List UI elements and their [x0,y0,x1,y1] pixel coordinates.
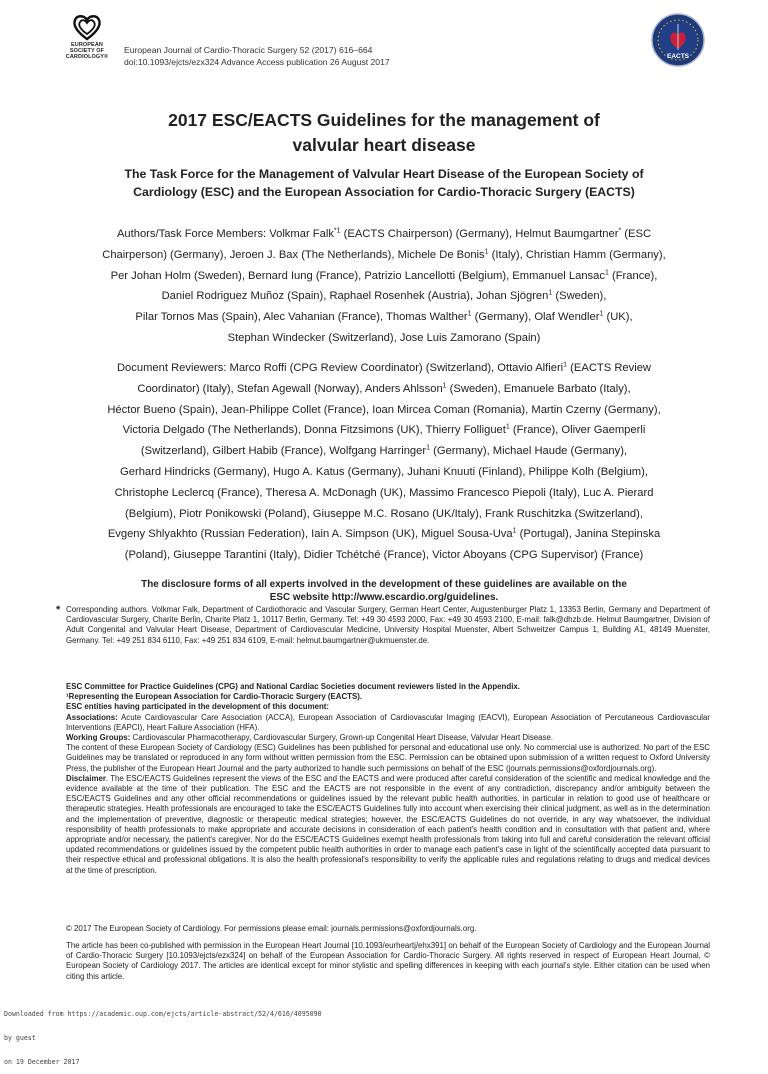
author-list [70,224,698,349]
download-stamp [4,994,322,1074]
corresponding-authors-note [56,604,710,646]
name-text: (Sweden), [552,290,607,303]
journal-doi: doi:10.1093/ejcts/ezx324 Advance Access publication 26 August 2017 [124,57,390,67]
esc-logo-line: EUROPEAN [71,42,103,48]
subtitle-line: The Task Force for the Management of Valvular Heart Disease of the European Society of [124,167,644,181]
reviewer-line [70,441,698,462]
name-text: (Italy), Christian Hamm (Germany), [488,248,666,261]
page-title [60,108,708,158]
reviewer-line [70,504,698,525]
reviewer-line [70,524,698,545]
name-text: Gerhard Hindricks (Germany), Hugo A. Katus (Germany), Juhani Knuuti (Finland), Philippe Kolh (Belgium), [120,465,648,478]
name-text: Victoria Delgado (The Netherlands), Donna Fitzsimons (UK), Thierry Folliguet [122,424,506,437]
author-line [70,307,698,328]
eacts-logo [650,12,706,68]
journal-info [124,44,390,68]
working-groups-label: Working Groups: [66,733,131,743]
name-text: Evgeny Shlyakhto (Russian Federation), Iain A. Simpson (UK), Miguel Sousa-Uva [107,528,513,541]
eacts-seal-icon [650,12,706,68]
author-line [70,245,698,266]
name-text: Héctor Bueno (Spain), Jean-Philippe Collet (France), Ioan Mircea Coman (Romania), Martin Czerny (Germany), [107,403,661,416]
copublication-note: The article has been co-published with permission in the European Heart Journal [10.1093/eurheartj/ehx391] on behalf of the European Society of Cardiology and the European Journal of Cardio-Thoracic Surgery [10.1093/ejcts/ezx324] on behalf of the European Association for Cardio-Thoracic Surgery. All rights reserved in respect of European Heart Journal, © European Society of Cardiology 2017. The articles are identical except for minor stylistic and spelling differences in keeping with each journal's style. Either citation can be used when citing this article. [66,941,710,981]
affiliation-marker: *1 [333,227,341,235]
name-text: Per Johan Holm (Sweden), Bernard Iung (France), Patrizio Lancellotti (Belgium), Emmanuel Lansac [110,269,605,282]
affiliation-marker: 1 [548,289,553,297]
copyright-notice: © 2017 The European Society of Cardiology. For permissions please email: journals.permissions@oxfordjournals.org. [66,924,477,933]
reviewer-line [70,462,698,483]
esc-logo-line: CARDIOLOGY® [65,54,109,60]
author-line [70,286,698,307]
associations-label: Associations: [66,712,118,722]
affiliation-marker: 1 [484,248,489,256]
disclaimer-label: Disclaimer [66,773,106,783]
name-text: (Belgium), Piotr Ponikowski (Poland), Giuseppe M.C. Rosano (UK/Italy), Frank Ruschitzka (Switzerland), [125,507,643,520]
affiliation-marker: 1 [563,361,568,369]
author-line [70,224,698,245]
affiliation-marker: 1 [442,382,447,390]
working-groups-text: Cardiovascular Pharmacotherapy, Cardiovascular Surgery, Grown-up Congenital Heart Disease, Valvular Heart Disease. [130,733,554,743]
disclaimer-text: . The ESC/EACTS Guidelines represent the views of the ESC and the EACTS and were produced after careful consideration of the scientific and medical knowledge and the evidence available at the time of their publication. The ESC and the EACTS are not responsible in the event of any contradiction, discrepancy and/or ambiguity between the ESC/EACTS Guidelines and any other official recommendations or guidelines issued by the relevant public health authorities, in particular in relation to good use of healthcare or therapeutic strategies. Health professionals are encouraged to take the ESC/EACTS Guidelines fully into account when exercising their clinical judgment, as well as in the determination and the implementation of preventive, diagnostic or therapeutic medical strategies; however, the ESC/EACTS Guidelines do not override, in any way whatsoever, the individual responsibility of health professionals to make appropriate and accurate decisions in consideration of each patient's health condition and in consultation with that patient and, where appropriate and/or necessary, the patient's caregiver. Nor do the ESC/EACTS Guidelines exempt health professionals from taking into full and careful consideration the relevant official updated recommendations or guidelines issued by the competent public health authorities in order to manage each patient's case in light of the scientifically accepted data pursuant to their respective ethical and professional obligations. It is also the health professional's responsibility to verify the applicable rules and regulations relating to drugs and medical devices at the time of prescription. [66,773,710,875]
affiliation-marker: 1 [599,310,604,318]
name-text: (EACTS Chairperson) (Germany), Helmut Baumgartner [340,228,619,240]
name-text: Coordinator) (Italy), Stefan Agewall (Norway), Anders Ahlsson [137,382,443,395]
download-stamp-line: on 19 December 2017 [4,1058,80,1066]
page-subtitle [80,165,688,201]
content-paragraph: The content of these European Society of Cardiology (ESC) Guidelines has been published for personal and educational use only. No commercial use is authorized. No part of the ESC Guidelines may be translated or reproduced in any form without written permission from the ESC. Permission can be obtained upon submission of a written request to Oxford University Press, the publisher of the European Heart Journal and the party authorized to handle such permissions on behalf of the ESC (journals.permissions@oxfordjournals.org). [66,743,710,773]
name-text: Chairperson) (Germany), Jeroen J. Bax (The Netherlands), Michele De Bonis [102,248,485,261]
affiliation-marker: 1 [467,310,472,318]
reviewer-line [70,358,698,379]
name-text: (Switzerland), Gilbert Habib (France), Wolfgang Harringer [140,445,427,458]
affiliation-marker: * [618,227,622,235]
name-text: Document Reviewers: Marco Roffi (CPG Review Coordinator) (Switzerland), Ottavio Alfieri [116,362,564,374]
affiliation-marker: 1 [505,423,510,431]
name-text: Authors/Task Force Members: Volkmar Falk [116,228,334,240]
name-text: Christophe Leclercq (France), Theresa A. McDonagh (UK), Massimo Francesco Piepoli (Italy), Luc A. Pierard [114,486,654,499]
eacts-representation-note: ¹Representing the European Association for Cardio-Thoracic Surgery (EACTS). [66,692,363,702]
name-text: (Germany), Michael Haude (Germany), [430,445,628,458]
reviewer-line [70,379,698,400]
esc-logo-text [62,42,112,60]
disclosure-line: ESC website http://www.escardio.org/guidelines. [269,592,499,603]
associations-paragraph [66,713,710,733]
name-text: (Portugal), Janina Stepinska [516,528,661,541]
reviewer-list [70,358,698,566]
name-text: Daniel Rodriguez Muñoz (Spain), Raphael Rosenhek (Austria), Johan Sjögren [161,290,549,303]
footnote-marker: * [56,604,61,616]
subtitle-line: Cardiology (ESC) and the European Association for Cardio-Thoracic Surgery (EACTS) [133,185,635,199]
reviewer-line [70,420,698,441]
download-stamp-line: by guest [4,1034,36,1042]
heart-logo-icon [72,12,102,42]
name-text: (Poland), Giuseppe Tarantini (Italy), Didier Tchétché (France), Victor Aboyans (CPG Supervisor) (France) [124,549,644,562]
name-text: (ESC [621,228,652,240]
associations-text: Acute Cardiovascular Care Association (ACCA), European Association of Cardiovascular Imaging (EACVI), European Association of Percutaneous Cardiovascular Interventions (EAPCI), Heart Failure Association (HFA). [66,712,710,732]
title-line: 2017 ESC/EACTS Guidelines for the management of [168,110,600,130]
name-text: (France), [608,269,658,282]
affiliation-marker: 1 [604,268,609,276]
entities-heading: ESC entities having participated in the development of this document: [66,702,330,712]
affiliation-marker: 1 [512,527,517,535]
download-stamp-line: Downloaded from https://academic.oup.com/ejcts/article-abstract/52/4/616/4095090 [4,1010,322,1018]
committee-note: ESC Committee for Practice Guidelines (CPG) and National Cardiac Societies document reviewers listed in the Appendix. [66,682,520,691]
corresponding-text: Corresponding authors. Volkmar Falk, Department of Cardiothoracic and Vascular Surgery, German Heart Center, Augustenburger Platz 1, 13353 Berlin, Germany and Department of Cardiovascular Surgery, Charite Berlin, Charite Platz 1, 10117 Berlin, Germany. Tel: +49 30 4593 2000, Fax: +49 30 4593 2100, E-mail: falk@dhzb.de. Helmut Baumgartner, Division of Adult Congenital and Valvular Heart Disease, Department of Cardiovascular Medicine, University Hospital Muenster, Albert Schweitzer Campus 1, Building A1, 48149 Muenster, Germany. Tel: +49 251 834 6110, Fax: +49 251 834 6109, E-mail: helmut.baumgartner@ukmuenster.de. [66,605,710,645]
name-text: (UK), [603,311,633,324]
name-text: Stephan Windecker (Switzerland), Jose Luis Zamorano (Spain) [227,331,541,344]
reviewer-line [70,483,698,504]
name-text: (Sweden), Emanuele Barbato (Italy), [446,382,631,395]
esc-logo [62,12,112,68]
title-line: valvular heart disease [292,135,476,155]
journal-citation: European Journal of Cardio-Thoracic Surgery 52 (2017) 616–664 [124,45,373,55]
author-line [70,266,698,287]
name-text: (EACTS Review [567,362,652,374]
disclaimer-paragraph [66,774,710,876]
name-text: Pilar Tornos Mas (Spain), Alec Vahanian (France), Thomas Walther [135,311,468,324]
working-groups-paragraph [66,733,710,743]
affiliation-marker: 1 [426,444,430,452]
reviewer-line [70,400,698,421]
reviewer-line [70,545,698,566]
name-text: (France), Oliver Gaemperli [509,424,646,437]
guideline-info [66,682,710,876]
disclosure-note [100,578,668,604]
name-text: (Germany), Olaf Wendler [471,311,600,324]
disclosure-line: The disclosure forms of all experts involved in the development of these guidelines are available on the [141,579,627,590]
esc-logo-line: SOCIETY OF [69,48,105,54]
eacts-logo-text: EACTS [666,53,690,60]
author-line [70,328,698,349]
